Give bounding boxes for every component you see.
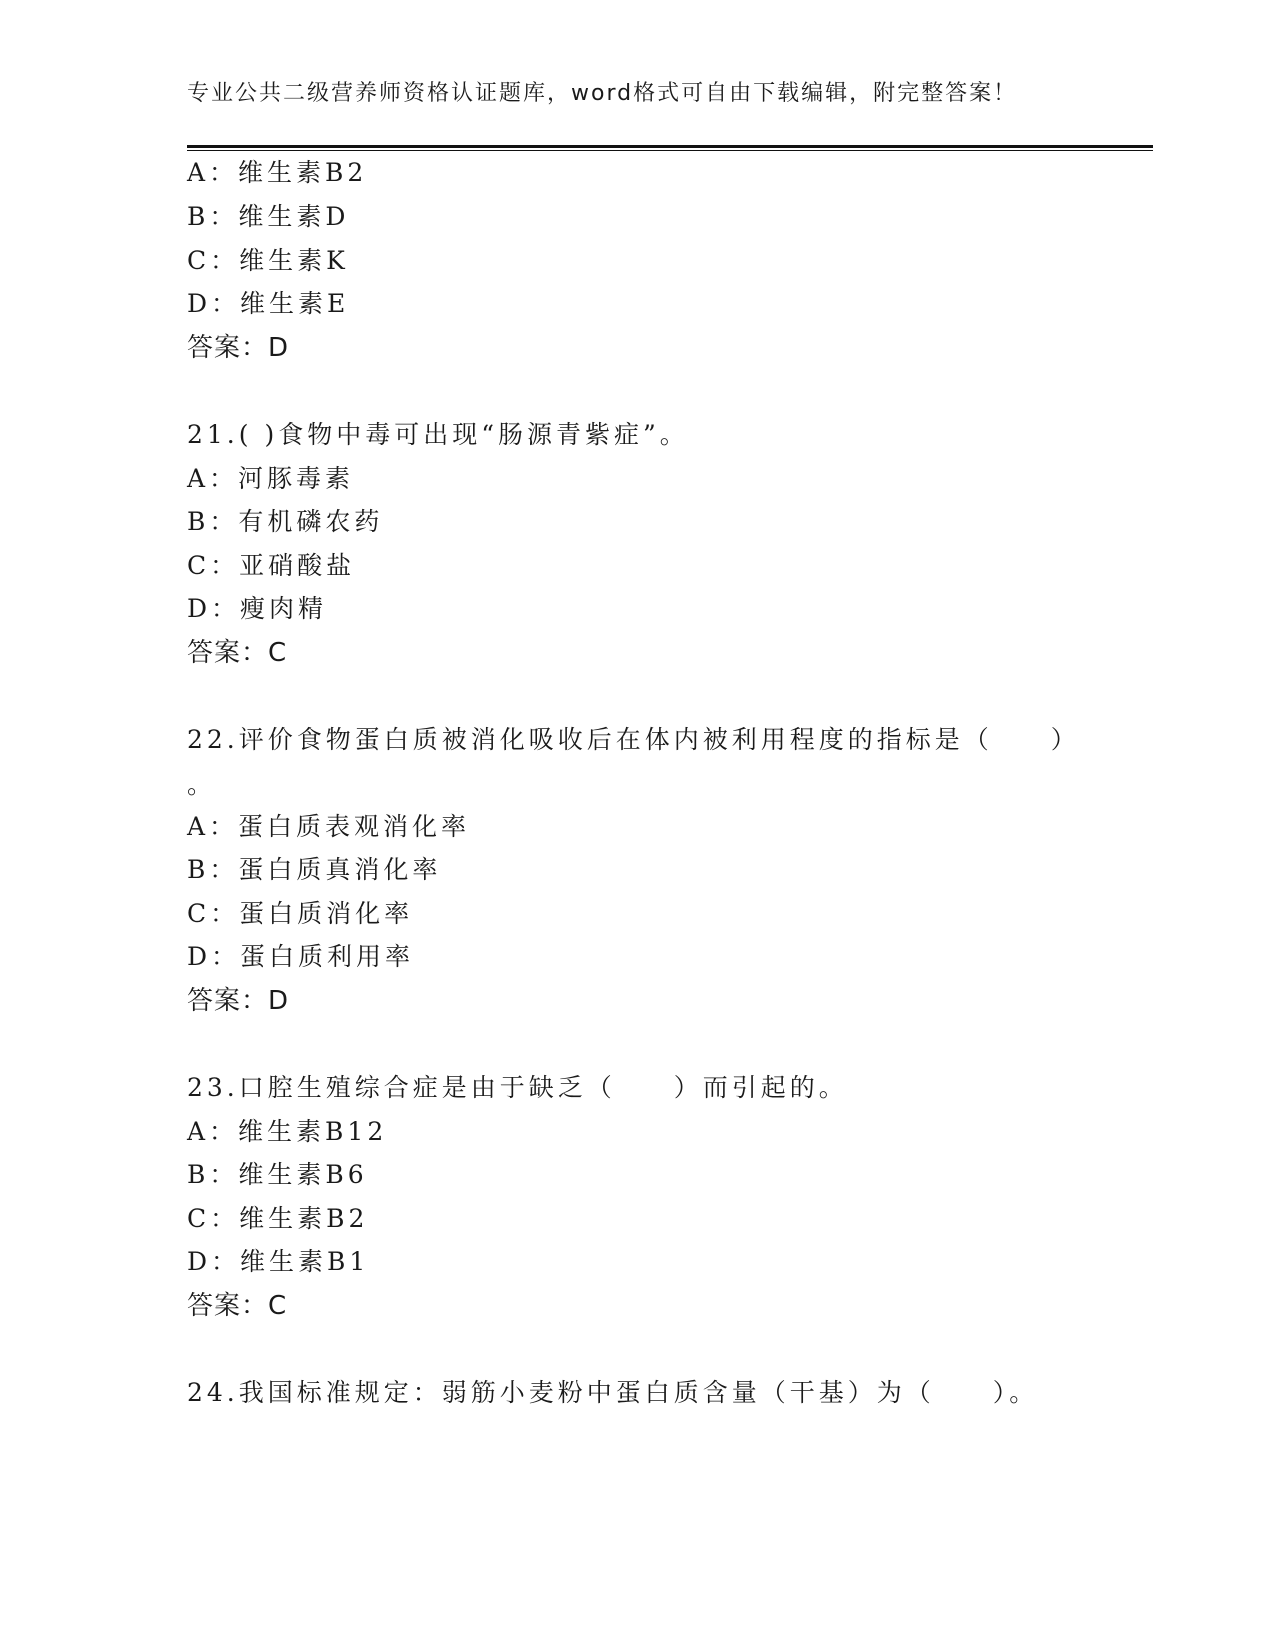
option-line: C：蛋白质消化率 — [187, 899, 414, 928]
answer-line: 答案：C — [187, 1291, 288, 1321]
option-line: A：维生素B2 — [187, 158, 368, 187]
option-line: A：河豚毒素 — [187, 464, 355, 493]
page-header: 专业公共二级营养师资格认证题库，word格式可自由下载编辑，附完整答案！ — [187, 81, 1018, 106]
question-line: 23.口腔生殖综合症是由于缺乏（ ）而引起的。 — [187, 1073, 848, 1102]
option-line: B：维生素B6 — [187, 1160, 368, 1189]
option-line: B：有机磷农药 — [187, 507, 384, 536]
question-line: 24.我国标准规定：弱筋小麦粉中蛋白质含量（干基）为（ ）。 — [187, 1378, 1039, 1407]
answer-line: 答案：C — [187, 638, 288, 668]
option-line: D：瘦肉精 — [187, 594, 328, 623]
header-divider — [187, 145, 1153, 151]
option-line: B：蛋白质真消化率 — [187, 855, 442, 884]
option-line: D：蛋白质利用率 — [187, 942, 415, 971]
option-line: A：蛋白质表观消化率 — [187, 812, 471, 841]
question-line: 22.评价食物蛋白质被消化吸收后在体内被利用程度的指标是（ ） — [187, 725, 1080, 754]
option-line: D：维生素B1 — [187, 1247, 370, 1276]
question-line-continuation: 。 — [187, 770, 217, 799]
option-line: D：维生素E — [187, 289, 350, 318]
option-line: B：维生素D — [187, 202, 350, 231]
option-line: C：维生素B2 — [187, 1204, 369, 1233]
option-line: A：维生素B12 — [187, 1117, 388, 1146]
option-line: C：亚硝酸盐 — [187, 551, 356, 580]
question-line: 21.( )食物中毒可出现“肠源青紫症”。 — [187, 420, 689, 449]
answer-line: 答案：D — [187, 986, 290, 1016]
option-line: C：维生素K — [187, 246, 349, 275]
answer-line: 答案：D — [187, 333, 290, 363]
